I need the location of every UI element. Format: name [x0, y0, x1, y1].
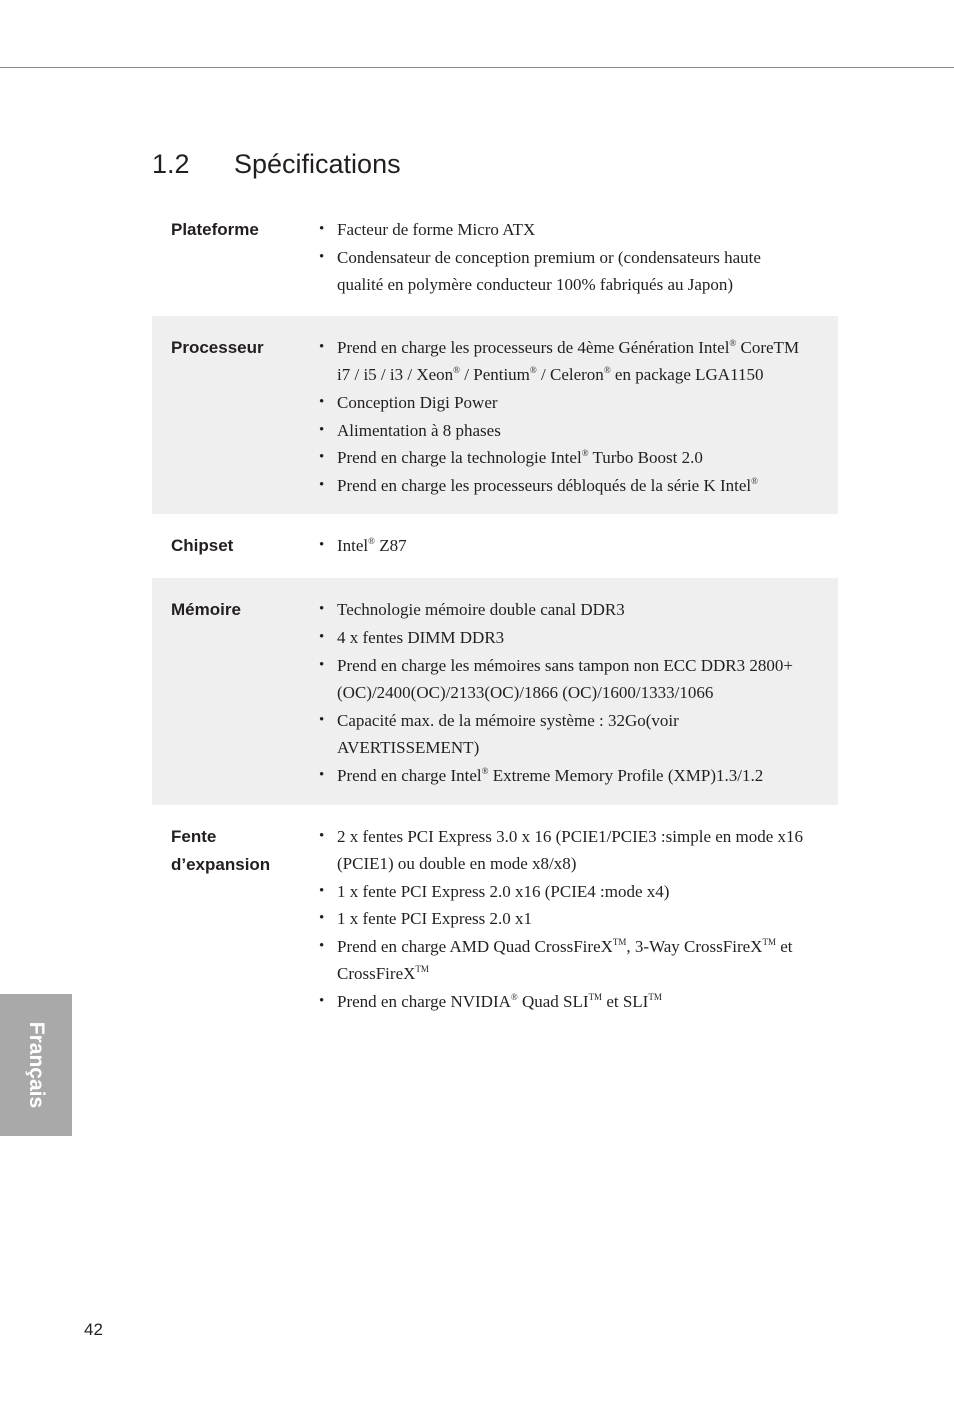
trademark-mark: TM — [588, 992, 603, 1003]
page-number: 42 — [84, 1320, 103, 1339]
registered-mark: ® — [368, 536, 375, 547]
spec-item — [319, 417, 805, 445]
spec-label: Fente d’expansion — [171, 826, 271, 874]
spec-item-text: Prend en charge NVIDIA — [337, 992, 511, 1012]
section-title — [152, 146, 401, 182]
spec-item-text: Prend en charge Intel — [337, 765, 482, 785]
spec-item-text: / Celeron — [536, 365, 604, 385]
spec-item-text: / Pentium — [460, 365, 530, 385]
spec-item-text: Condensateur de conception premium or (condensateurs haute qualité en polymère conducteur 100% fabriqués au Japon) — [337, 247, 761, 295]
spec-item-text: Prend en charge les mémoires sans tampon non ECC DDR3 2800+(OC)/2400(OC)/2133(OC)/1866 (OC)/1600/1333/1066 — [337, 655, 793, 703]
spec-item-text: 4 x fentes DIMM DDR3 — [337, 627, 505, 647]
trademark-mark: TM — [415, 964, 429, 975]
spec-item — [319, 988, 805, 1016]
spec-item-text: CoreTM i7 / i5 / i3 / Xeon — [337, 337, 800, 385]
spec-item — [319, 444, 805, 472]
spec-item-text: et CrossFireX — [337, 936, 793, 984]
spec-label: Mémoire — [171, 600, 241, 620]
registered-mark: ® — [729, 337, 737, 348]
spec-item-text: 1 x fente PCI Express 2.0 x1 — [337, 909, 533, 929]
registered-mark: ® — [529, 365, 537, 376]
spec-item-text: 1 x fente PCI Express 2.0 x16 (PCIE4 :mode x4) — [337, 881, 670, 901]
section-number: 1.2 — [152, 149, 190, 179]
spec-item — [319, 389, 805, 417]
spec-item-text: Prend en charge la technologie Intel — [337, 448, 582, 468]
spec-list — [319, 216, 805, 299]
spec-list — [319, 532, 805, 560]
spec-list — [319, 334, 805, 500]
spec-item-text: en package LGA1150 — [610, 365, 764, 385]
registered-mark: ® — [510, 992, 518, 1003]
spec-item — [319, 762, 805, 790]
spec-item-text: , 3-Way CrossFireX — [626, 936, 763, 956]
spec-item-text: Intel — [337, 536, 369, 556]
spec-item-text: Z87 — [375, 536, 407, 556]
language-side-tab-label: Français — [25, 1021, 48, 1109]
spec-item-text: Capacité max. de la mémoire système : 32Go(voir AVERTISSEMENT) — [337, 710, 679, 758]
spec-item — [319, 334, 805, 389]
spec-row-plateforme — [152, 205, 838, 316]
spec-item-text: Quad SLI — [517, 992, 589, 1012]
language-side-tab — [0, 994, 72, 1136]
spec-item — [319, 596, 805, 624]
trademark-mark: TM — [612, 936, 627, 947]
spec-item — [319, 905, 805, 933]
registered-mark: ® — [453, 365, 461, 376]
spec-item-text: Prend en charge AMD Quad CrossFireX — [337, 936, 613, 956]
spec-item-text: Extreme Memory Profile (XMP)1.3/1.2 — [488, 765, 764, 785]
registered-mark: ® — [581, 448, 589, 459]
trademark-mark: TM — [762, 936, 776, 947]
spec-label: Chipset — [171, 536, 234, 556]
spec-item — [319, 244, 805, 299]
spec-item-text: Turbo Boost 2.0 — [588, 448, 703, 468]
spec-item — [319, 216, 805, 244]
spec-item-text: et SLI — [602, 992, 649, 1012]
spec-item — [319, 532, 805, 560]
spec-item — [319, 652, 805, 707]
spec-list — [319, 596, 805, 789]
spec-label: Processeur — [171, 337, 264, 357]
registered-mark: ® — [751, 475, 758, 486]
spec-row-processeur — [152, 316, 838, 515]
top-rule — [0, 67, 954, 68]
spec-item — [319, 878, 805, 906]
spec-item — [319, 823, 805, 878]
spec-item-text: 2 x fentes PCI Express 3.0 x 16 (PCIE1/PCIE3 :simple en mode x16 (PCIE1) ou double en mode x8/x8) — [337, 826, 804, 874]
registered-mark: ® — [481, 765, 489, 776]
registered-mark: ® — [603, 365, 611, 376]
spec-item-text: Facteur de forme Micro ATX — [337, 220, 536, 239]
spec-table — [152, 205, 838, 1031]
spec-item-text: Technologie mémoire double canal DDR3 — [337, 600, 625, 620]
spec-item — [319, 624, 805, 652]
spec-item — [319, 707, 805, 762]
spec-item-text: Prend en charge les processeurs de 4ème Génération Intel — [337, 337, 730, 357]
spec-item — [319, 933, 805, 988]
spec-row-chipset — [152, 514, 838, 578]
spec-list — [319, 823, 805, 1016]
section-title-text: Spécifications — [234, 149, 401, 179]
spec-row-memoire — [152, 578, 838, 804]
spec-label: Plateforme — [171, 220, 259, 239]
spec-item — [319, 472, 805, 500]
spec-item-text: Prend en charge les processeurs débloqués de la série K Intel — [337, 475, 752, 495]
spec-item-text: Alimentation à 8 phases — [337, 420, 501, 440]
spec-row-fente-expansion — [152, 805, 838, 1031]
spec-item-text: Conception Digi Power — [337, 392, 498, 412]
trademark-mark: TM — [648, 992, 662, 1003]
